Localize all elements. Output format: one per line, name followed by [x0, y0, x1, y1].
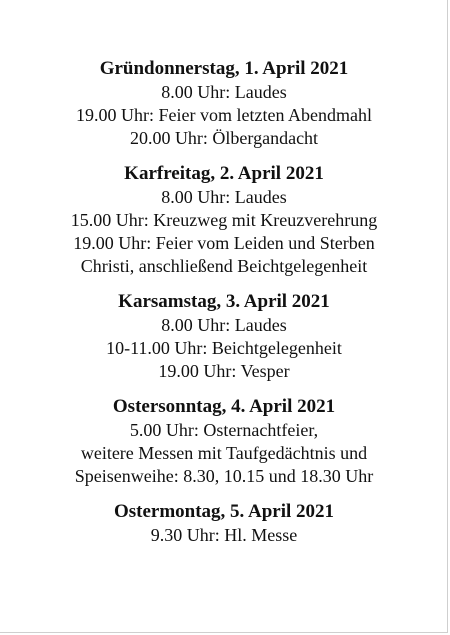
schedule-line: 8.00 Uhr: Laudes	[161, 187, 287, 207]
schedule-line: 20.00 Uhr: Ölbergandacht	[129, 128, 319, 148]
day-block-gruendonnerstag	[0, 57, 448, 150]
day-block-ostermontag	[0, 500, 448, 547]
day-title: Ostersonntag, 4. April 2021	[112, 396, 336, 417]
schedule-line: Speisenweihe: 8.30, 10.15 und 18.30 Uhr	[74, 466, 374, 486]
day-title: Ostermontag, 5. April 2021	[113, 501, 335, 522]
schedule-line: 15.00 Uhr: Kreuzweg mit Kreuzverehrung	[70, 210, 378, 230]
schedule-line: 8.00 Uhr: Laudes	[161, 82, 287, 102]
day-block-karsamstag	[0, 290, 448, 383]
schedule-line: 10-11.00 Uhr: Beichtgelegenheit	[106, 338, 342, 358]
day-title: Karfreitag, 2. April 2021	[124, 163, 324, 184]
schedule-line: 5.00 Uhr: Osternachtfeier,	[129, 420, 319, 440]
day-title: Karsamstag, 3. April 2021	[118, 291, 330, 312]
schedule-line: 19.00 Uhr: Vesper	[158, 361, 290, 381]
day-block-karfreitag	[0, 162, 448, 278]
schedule-line: 9.30 Uhr: Hl. Messe	[150, 525, 298, 545]
schedule-line: weitere Messen mit Taufgedächtnis und	[80, 443, 368, 463]
day-block-ostersonntag	[0, 395, 448, 488]
day-title: Gründonnerstag, 1. April 2021	[99, 58, 349, 79]
schedule-line: 8.00 Uhr: Laudes	[161, 315, 287, 335]
schedule-line: 19.00 Uhr: Feier vom letzten Abendmahl	[76, 105, 372, 125]
schedule-line: 19.00 Uhr: Feier vom Leiden und Sterben	[73, 233, 375, 253]
schedule-line: Christi, anschließend Beichtgelegenheit	[80, 256, 368, 276]
easter-schedule	[0, 57, 448, 559]
